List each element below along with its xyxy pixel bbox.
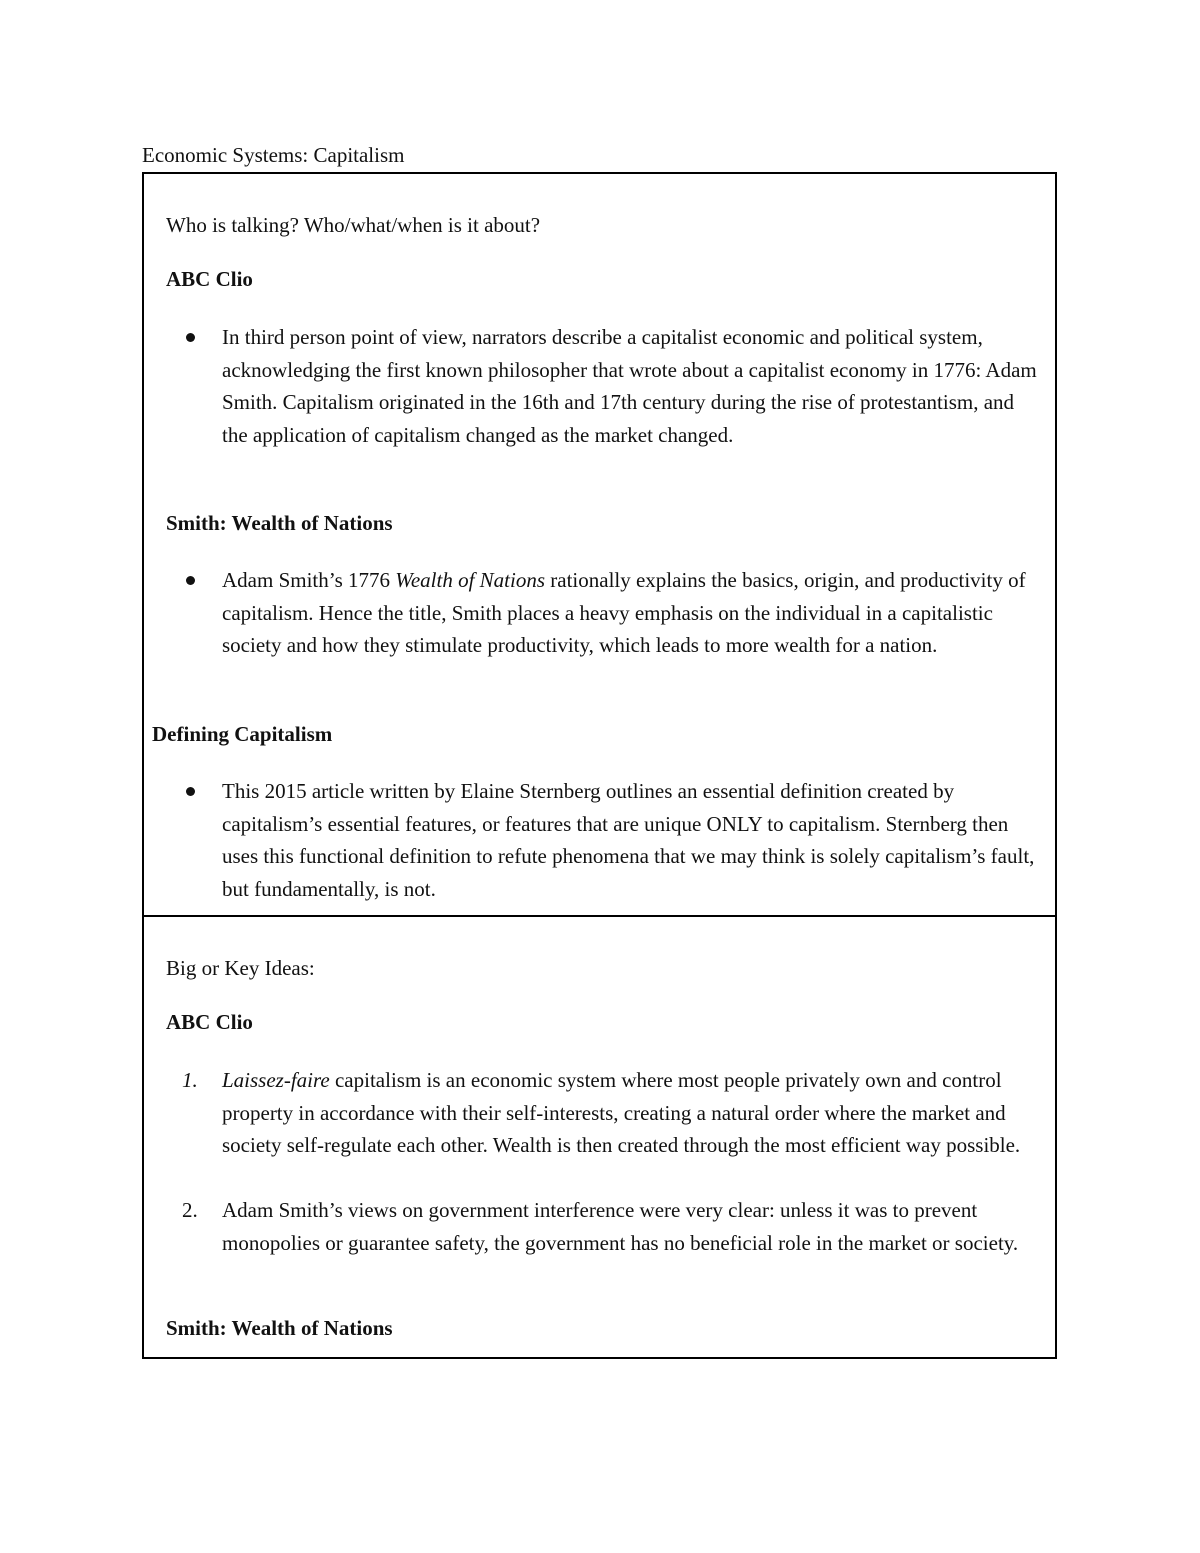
- bullet-icon: [186, 787, 195, 796]
- source-heading-defining-capitalism: Defining Capitalism: [152, 722, 333, 746]
- bullet-icon: [186, 333, 195, 342]
- source-heading-wealth-of-nations: Smith: Wealth of Nations: [166, 1316, 393, 1340]
- source-heading-abc-clio: ABC Clio: [166, 1010, 253, 1034]
- list-item: 2. Adam Smith’s views on government interference were very clear: unless it was to prevent monopolies or guarantee safety, the government has no beneficial role in the market or society.: [222, 1194, 1042, 1259]
- list-item: This 2015 article written by Elaine Sternberg outlines an essential definition created by capitalism’s essential features, or features that are unique ONLY to capitalism. Sternberg then uses this functional definition to refute phenomena that we may think is solely capitalism’s fault, but fundamentally, is not.: [222, 775, 1042, 905]
- list-item: In third person point of view, narrators describe a capitalist economic and political system, acknowledging the first known philosopher that wrote about a capitalist economy in 1776: Adam Smith. Capitalism originated in the 16th and 17th century during the rise of protestantism, and the application of capitalism changed as the market changed.: [222, 321, 1042, 451]
- list-item: Adam Smith’s 1776 Wealth of Nations rationally explains the basics, origin, and productivity of capitalism. Hence the title, Smith places a heavy emphasis on the individual in a capitalistic society and how they stimulate productivity, which leads to more wealth for a nation.: [222, 564, 1042, 662]
- key-ideas-prompt: Big or Key Ideas:: [166, 956, 315, 980]
- bullet-icon: [186, 576, 195, 585]
- list-number: 1.: [182, 1068, 198, 1092]
- list-number: 2.: [182, 1198, 198, 1222]
- source-heading-abc-clio: ABC Clio: [166, 267, 253, 291]
- page-title: Economic Systems: Capitalism: [142, 143, 405, 167]
- list-item: 1. Laissez-faire capitalism is an economic system where most people privately own and control property in accordance with their self-interests, creating a natural order where the market and society self-regulate each other. Wealth is then created through the most efficient way possible.: [222, 1064, 1042, 1162]
- who-is-talking-cell: [144, 174, 1055, 917]
- source-heading-wealth-of-nations: Smith: Wealth of Nations: [166, 511, 393, 535]
- who-is-talking-prompt: Who is talking? Who/what/when is it about?: [166, 213, 541, 237]
- key-ideas-cell: [144, 917, 1055, 1357]
- worksheet-table: [142, 172, 1057, 1359]
